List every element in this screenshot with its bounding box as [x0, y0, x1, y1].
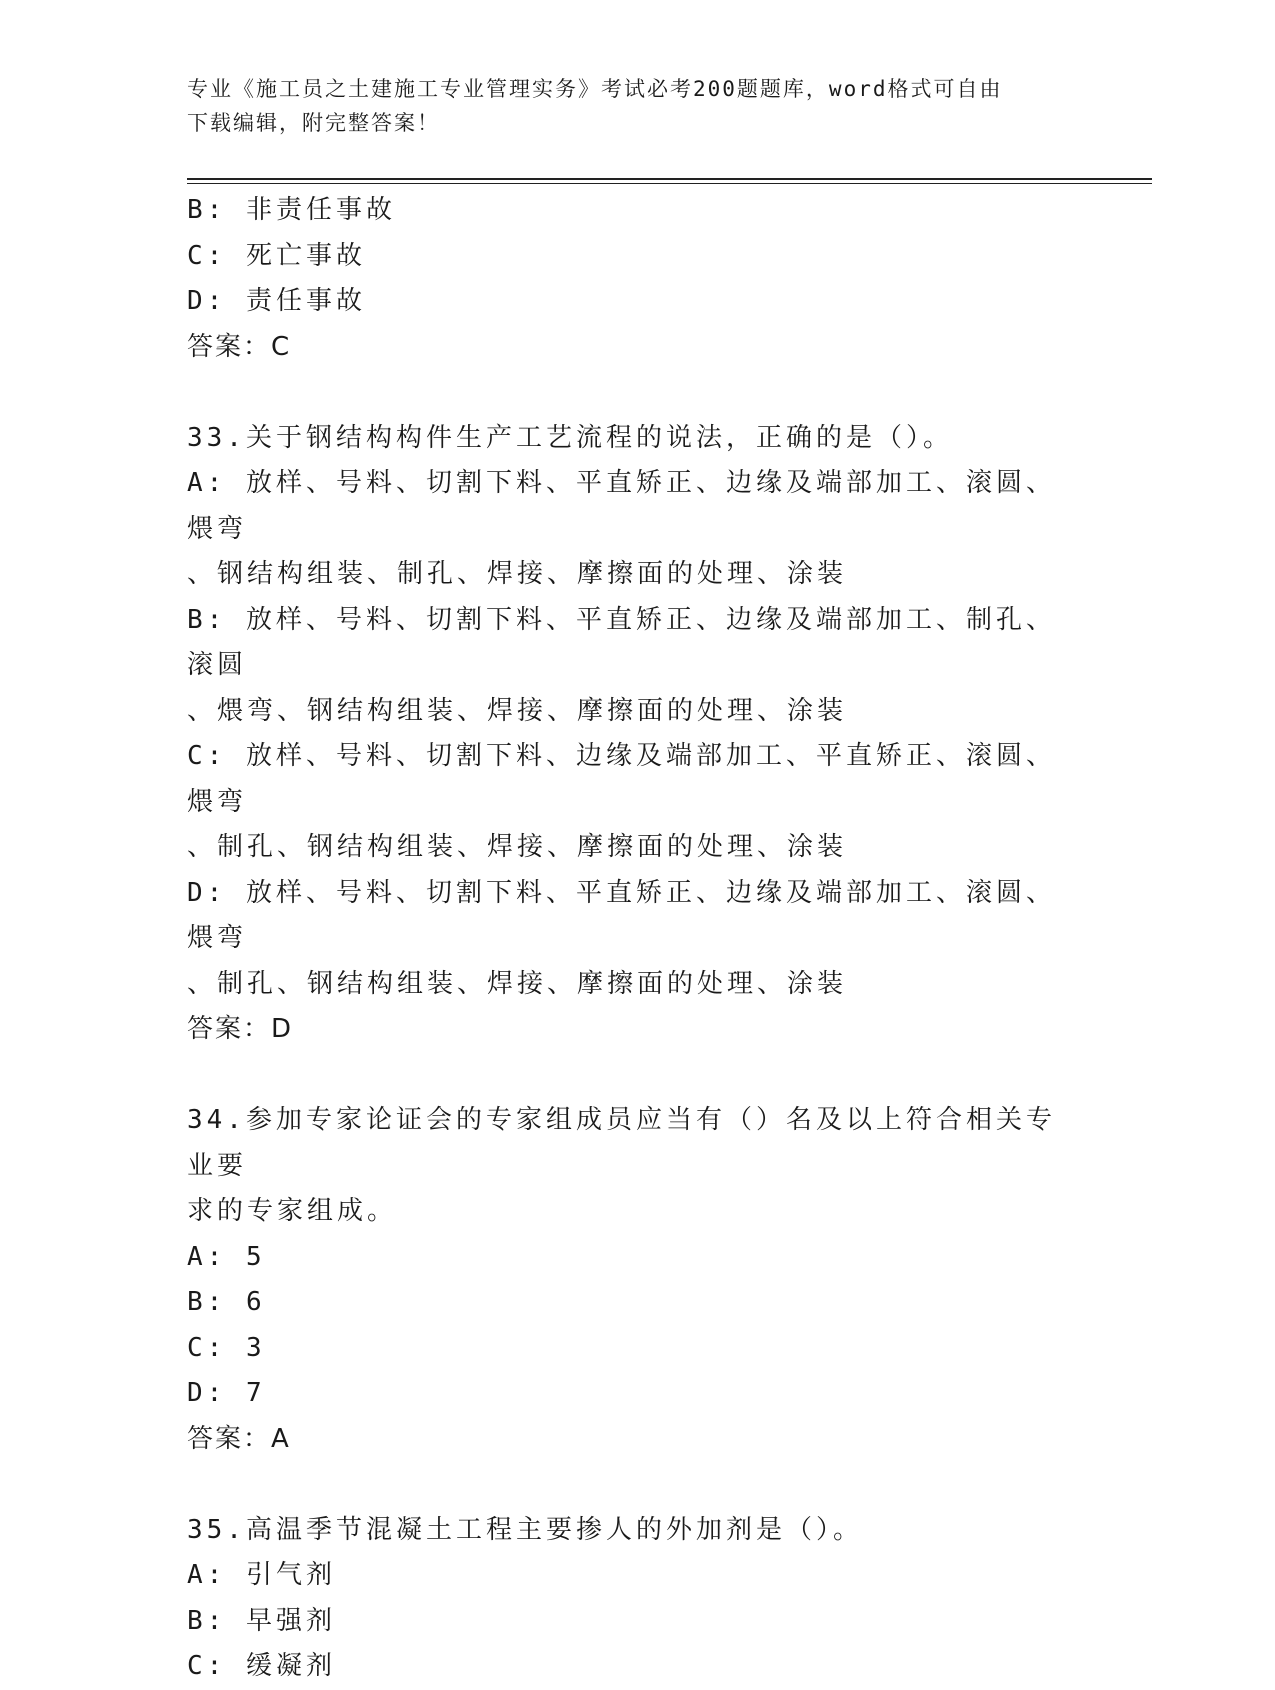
q35-option-c: C: 缓凝剂 — [187, 1651, 336, 1681]
q35-stem: 35.高温季节混凝土工程主要掺人的外加剂是（）。 — [187, 1514, 863, 1545]
q32-option-c: C: 死亡事故 — [187, 240, 366, 271]
q33-option-a-line2: 、钢结构组装、制孔、焊接、摩擦面的处理、涂装 — [187, 559, 848, 589]
question-list — [187, 188, 1077, 1690]
q33-answer: 答案：D — [187, 1014, 294, 1044]
q32-option-d: D: 责任事故 — [187, 286, 366, 316]
header-line-2: 下载编辑，附完整答案！ — [187, 111, 440, 135]
spacer — [187, 370, 1077, 416]
q34-answer: 答案：A — [187, 1423, 291, 1454]
q34-stem-line1: 34.参加专家论证会的专家组成员应当有（）名及以上符合相关专业要 — [187, 1105, 1056, 1181]
q33-option-d-line2: 、制孔、钢结构组装、焊接、摩擦面的处理、涂装 — [187, 968, 848, 999]
q35-option-a: A: 引气剂 — [187, 1560, 336, 1590]
q34-option-a: A: 5 — [187, 1241, 266, 1272]
header-divider-thin — [187, 183, 1152, 184]
q33-option-b-line1: B: 放样、号料、切割下料、平直矫正、边缘及端部加工、制孔、滚圆 — [187, 604, 1056, 680]
q35-option-b: B: 早强剂 — [187, 1605, 336, 1636]
q33-option-d-line1: D: 放样、号料、切割下料、平直矫正、边缘及端部加工、滚圆、煨弯 — [187, 877, 1056, 953]
q32-answer: 答案：C — [187, 331, 292, 362]
q33-option-b-line2: 、煨弯、钢结构组装、焊接、摩擦面的处理、涂装 — [187, 695, 848, 726]
spacer — [187, 1462, 1077, 1508]
header-divider-thick — [187, 178, 1152, 180]
q32-option-b: B: 非责任事故 — [187, 195, 396, 225]
document-header — [187, 72, 1087, 140]
q34-option-c: C: 3 — [187, 1332, 266, 1363]
q34-stem-line2: 求的专家组成。 — [187, 1196, 398, 1226]
q33-option-a-line1: A: 放样、号料、切割下料、平直矫正、边缘及端部加工、滚圆、煨弯 — [187, 468, 1056, 544]
q34-option-d: D: 7 — [187, 1378, 266, 1408]
q33-option-c-line1: C: 放样、号料、切割下料、边缘及端部加工、平直矫正、滚圆、煨弯 — [187, 741, 1056, 817]
q34-option-b: B: 6 — [187, 1287, 266, 1317]
q33-stem: 33.关于钢结构构件生产工艺流程的说法，正确的是（）。 — [187, 422, 953, 453]
header-line-1: 专业《施工员之土建施工专业管理实务》考试必考200题题库，word格式可自由 — [187, 77, 1003, 101]
q33-option-c-line2: 、制孔、钢结构组装、焊接、摩擦面的处理、涂装 — [187, 832, 848, 862]
spacer — [187, 1053, 1077, 1099]
